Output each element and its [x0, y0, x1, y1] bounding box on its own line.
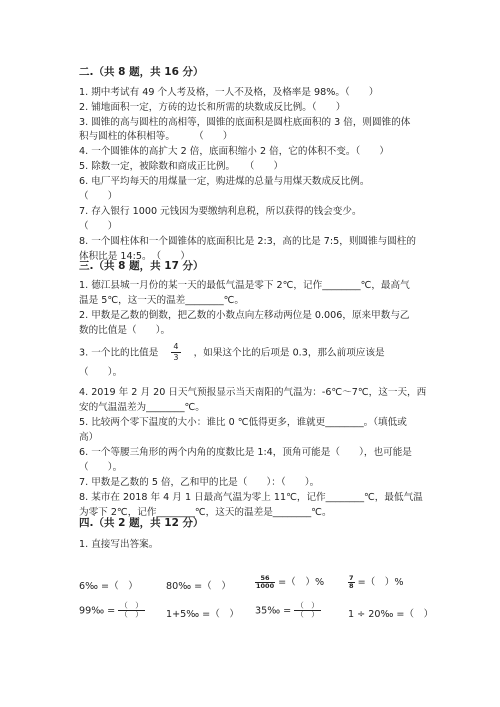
- frac-56-1000: [255, 575, 275, 590]
- sec2-line: 8. 一个圆柱体和一个圆锥体的底面积比是 2:3，高的比是 7:5，则圆锥与圆柱的: [79, 236, 416, 247]
- sec3-line: 6. 一个等腰三角形的两个内角的度数比是 1:4，顶角可能是（ ），也可能是: [79, 447, 412, 458]
- section-3-title: 三.（共 8 题，共 17 分）: [79, 260, 204, 272]
- q3-fraction: [171, 342, 180, 363]
- sec3-line: 8. 某市在 2018 年 4 月 1 日最高气温为零上 11℃，记作________℃，最低气温: [79, 492, 423, 503]
- sec3-line: 2. 甲数是乙数的倒数，把乙数的小数点向左移动两位是 0.006，原来甲数与乙: [79, 310, 410, 321]
- frac-den: 8: [349, 581, 354, 590]
- sec2-line: 1. 期中考试有 49 个人考及格，一人不及格，及格率是 98%。（ ）: [79, 87, 379, 98]
- sec3-line: 1. 德江县城一月份的某一天的最低气温是零下 2℃，记作________℃，最高气: [79, 280, 410, 291]
- sec2-line: 2. 铺地面积一定，方砖的边长和所需的块数成反比例。（ ）: [79, 102, 346, 113]
- calc-1-div-20-permille: 1 ÷ 20‰ =（ ）: [348, 609, 434, 620]
- answer-fraction: [294, 602, 321, 619]
- sec3-line: 温是 5℃，这一天的温差________℃。: [79, 295, 245, 306]
- sec2-line: （ ）: [79, 221, 118, 232]
- sec3-line: 数的比值是（ ）。: [79, 325, 171, 336]
- calc-7-over-8: [348, 574, 404, 590]
- sec2-line: 体积比是 14:5。 （ ）: [79, 251, 190, 262]
- section-2-title: 二.（共 8 题，共 16 分）: [79, 66, 204, 78]
- sec3-line: （ ）。: [79, 462, 123, 473]
- calc-56-over-1000: [255, 574, 324, 590]
- calc-pre: 99‰ =: [79, 605, 116, 617]
- sec2-line: 积与圆柱的体积相等。 （ ）: [79, 131, 233, 142]
- sec3-q3-answer: （ ）。: [79, 367, 123, 378]
- sec3-line: 为零下 2℃，记作________℃，这天的温差是________℃。: [79, 507, 332, 518]
- sec3-line: 5. 比较两个零下温度的大小：谁比 0 ℃低得更多，谁就更________。（填低或: [79, 417, 407, 428]
- sec2-line: 5. 除数一定，被除数和商成正比例。 （ ）: [79, 161, 284, 172]
- sec3-q3: [79, 342, 385, 363]
- sec3-line: 7. 甲数是乙数的 5 倍，乙和甲的比是（ ）：（ ）。: [79, 477, 320, 488]
- q3-prefix: 3. 一个比的比值是: [79, 347, 159, 359]
- q3-suffix: ，如果这个比的后项是 0.3，那么前项应该是: [193, 347, 385, 359]
- sec2-line: （ ）: [79, 191, 118, 202]
- frac-den: 1000: [256, 581, 275, 590]
- q3-frac-den: 3: [173, 353, 179, 362]
- sec3-line: 安的气温温差为________℃。: [79, 402, 205, 413]
- sec2-line: 6. 电厂平均每天的用煤量一定，购进煤的总量与用煤天数成反比例。: [79, 176, 370, 187]
- calc-rest: =（ ）%: [275, 577, 325, 588]
- frac-num: 7: [349, 573, 354, 582]
- frac-num: 56: [255, 575, 275, 583]
- answer-fraction: [118, 602, 145, 619]
- calc-99-permille: [79, 602, 145, 619]
- frac-den: （ ）: [120, 610, 143, 619]
- calc-1-plus-5-permille: 1+5‰ =（ ）: [166, 609, 239, 620]
- sec4-q1: 1. 直接写出答案。: [79, 539, 159, 550]
- calc-80-permille: 80‰ =（ ）: [166, 581, 231, 592]
- frac-num: （ ）: [296, 601, 319, 610]
- calc-35-permille: [255, 602, 321, 619]
- calc-rest: =（ ）%: [354, 577, 404, 588]
- calc-6-permille: 6‰ =（ ）: [79, 581, 138, 592]
- calc-pre: 35‰ =: [255, 605, 292, 617]
- section-4-title: 四.（共 2 题，共 12 分）: [79, 517, 204, 529]
- sec3-line: 高）: [79, 432, 99, 443]
- sec3-line: 4. 2019 年 2 月 20 日天气预报显示当天南阳的气温为：-6℃～7℃，这一天，西: [79, 387, 427, 398]
- q3-frac-num: 4: [173, 342, 179, 351]
- frac-den: （ ）: [296, 610, 319, 619]
- frac-num: （ ）: [120, 601, 143, 610]
- sec2-line: 4. 一个圆锥体的高扩大 2 倍，底面积缩小 2 倍，它的体积不变。（ ）: [79, 146, 390, 157]
- sec2-line: 3. 圆锥的高与圆柱的高相等，圆锥的底面积是圆柱底面积的 3 倍，则圆锥的体: [79, 117, 411, 128]
- sec2-line: 7. 存入银行 1000 元钱因为要缴纳利息税，所以获得的钱会变少。: [79, 206, 362, 217]
